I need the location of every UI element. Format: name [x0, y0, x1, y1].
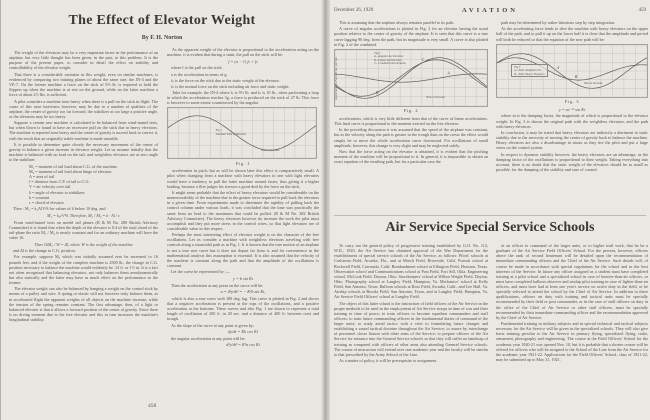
right-page-column-4	[496, 243, 648, 416]
equation-where: fₛ is the force on the stick due to the static weight of the elevator.	[171, 77, 280, 83]
equation-continuation: and Δl is the change in C.G. position.	[13, 248, 76, 254]
figure-2-legend-entry: C—Combined Acceleration	[374, 60, 406, 65]
publication-name: AVIATION	[462, 7, 518, 14]
left-page-number: 458	[148, 403, 157, 409]
article-divider-rule	[334, 215, 646, 216]
figure-3-caption: Fig. 3	[564, 99, 580, 105]
paragraph: In respect to dynamic stability however, the heavy elevators are an advantage, as the damping factor of the oscillations is proportional to their weight. Taking everything into account, there is no doubt that the static weight of the elevators should be as small as possible, for the damping of the stability and ease of control.	[496, 151, 648, 173]
definition: δ = angle of elevator to stabilizer.	[29, 189, 86, 195]
right-page-column-2	[496, 20, 648, 218]
paragraph: In the preceding discussion it was assumed that the speed of the airplane was constant, but as the velocity along the path is greater in the trough than on the crests the effect would simply be to move the whole acceleration curve downward. For oscillations of small amplitude, however, this change is very slight and may be neglected safely.	[334, 127, 488, 148]
equation: M₂ = k₂cV²δ. Therefore, M₁ / M₂ = k · Al / c	[46, 213, 120, 218]
article2-title: Air Service Special Service Schools	[385, 220, 595, 235]
equation: dy/dt = Kb cos Kt	[228, 329, 258, 335]
right-page-column-1	[334, 20, 488, 218]
definition: A = area of tail	[29, 174, 55, 180]
paragraph: The elevator weight can also be balanced by hanging a weight on the control stick by means of a pulley and wire. A spring or elastic will not however truly balance them, as in accelerated flight the apparent weights of all objects on the machine increase, while the tension of the spring remains constant. The first advantage, then, of a light or balanced elevator is that it allows a forward position of the center of gravity. Since there is no diving moment due to the free elevator and this in turn increases the machine's longitudinal stability.	[9, 286, 158, 323]
paragraph: For example, suppose M₂ which was initially assumed zero be increased to 16 pounds feet, and if the weight of the complete machine is 2500 lb., the change in C.G. position necessary to balance the machine would evidently be .12 ft. or 1½ in. It is a fact not often recognized that balancing elevators, not only balances them aerodynamically but also statically and the latter may have as much effect on the performance as the former.	[9, 254, 158, 285]
paragraph: To carry out the general policy of progressive training established by G.O. No. 112, W.D., 1920, the Air Service has obtained approval of the War Department for the establishment of special service schools of the Air Service, as follows: Pilots' schools at Carlstrom Field, Arcadia, Fla., and at March Field, Riverside, Calif. Pursuit school at Rockwell Field, Coronado, Calif. Bombardment school at Ellington Field, Houston, Texas. Observation school and Communications school at Post Field, Fort Sill, Okla. Engineering school, McCook Field, Dayton, Ohio. Storekeepers' school at Wilbur Wright Field, Dayton, Ohio. Photography school at Langley Field, Hampton, Va. Mechanics' school at Kelly Field, San Antonio, Texas. Balloon schools at Ross Field, Arcadia, Calif., and Lee Hall, Va. Airship schools at Brooks Field, San Antonio, Texas, and at Langley Field, Hampton, Va. Air Service Field Officers' school at Langley Field.	[334, 243, 488, 300]
svg-text:B: B	[575, 74, 578, 79]
paragraph: of an officer to command of the larger units, or to higher staff work, that he be a graduate of the Air Service Field Officers' School. For the present, however, officers above the rank of second lieutenant will be detailed upon the recommendation of immediate commanding officers and the Chief of the Air Service. Such details will, of course be made in accordance with special regulations for the school and in the best interests of the Service. In future any officer assigned as a student must have completed training at a pilot school and a specialized school in case of heavier-than-air officers, or must have completed balloon observer and airship pilot training in case of lighter-than-air officers, and must have had at least one year's service on active duty in the field, or be specially selected to attend the school by the Chief of Air Service. In addition to these qualifications, officers on duty with training and tactical units must be specially recommended by their field or post commander, or in the case of staff officers on duty in the office of the Chief of Air Service or other staff officers, must be specially recommended by their immediate commanding officer and the recommendation approved by the Chief of Air Service.	[496, 243, 648, 320]
figure-1-legend-title: Fig 1	[215, 128, 222, 133]
paragraph: Fundamental training in military subjects and in special technical and tactical subjects necessary for the Air Service will be given in the specialized schools. They will also give basic training peculiar to the Air Service in primary flying, specialized flying, radio, armament, photography and engineering. The course at the Field Officers' School for the academic year 1920-21 was opened Nov. 10, but it is probable that a shorter course will be offered for officers who will be assigned to the School of the Line from the Air Service for the academic year 1921-22. Applications for the Field Officers' School, class of 1921-22, may be submitted up to May 31, 1921.	[496, 321, 648, 362]
figure-2-legend-entry: A—Angular Acceleration	[374, 54, 404, 59]
figure-3	[496, 44, 648, 98]
paragraph: Suppose a certain new machine is calculated to be balanced from wind-tunnel tests, but when flown is found to have an excessive pull on the stick due to heavy elevators. The machine is reported nose heavy and the center of gravity is moved back to correct it, with the result that an originally stable machine is made unstable.	[9, 120, 158, 141]
paragraph: Perhaps the most interesting effect of elevator weight is on the character of the free oscillations. Let us consider a machine with weightless elevators traveling with free controls along a sinusoidal path as in Fig. 1. It is known that the true motion of an airplane is not a true sine curve but it does not depart far from it, and for convenience in the mathematical analysis this assumption is essential. It is also assumed that the velocity of the machine is constant along the path and that the amplitude of the oscillations is constant.	[167, 232, 319, 268]
left-page-edge	[0, 0, 1, 420]
figure-2	[334, 49, 488, 107]
left-page	[0, 0, 324, 420]
paragraph: Take for example, the JN-4 where fₛ is 9½ lb. and fₙ is 10 lb., when performing a loop in which the acceleration reaches 3g, a force is produced on the stick of 27 lb. This force is however to some extent counteracted by the angular	[167, 89, 319, 106]
paragraph: In conclusion, it may be stated that heavy elevators are indirectly a detriment to static stability due to the necessity of moving the center of gravity back to balance the machine. Heavy elevators are also a disadvantage in stunts as they tire the pilot and put a large stress on the control system.	[496, 129, 648, 151]
equation: y = b sin Kt	[233, 275, 253, 281]
paragraph: where m is the damping factor, the magnitude of which is proportional to the elevator weight. In Fig. 3 is shown the original path with the weightless elevators, and the path with heavy elevators.	[496, 113, 648, 129]
figure-1-legend	[216, 129, 246, 136]
paragraph: accelerations, which is very little different from that of the curve of linear accelerations. This final curve is proportional to the moment exerted on the free elevator.	[334, 115, 488, 127]
equation-where: fₙ is the normal force on the stick including air force and static weight.	[171, 83, 290, 89]
equation-intro: Then the acceleration at any point on the curve will be:	[171, 282, 264, 288]
right-page-number: 459	[638, 8, 646, 13]
equation: d²y/dt² = K²a cos Kt	[226, 342, 260, 348]
svg-text:C: C	[421, 57, 425, 62]
definition: M₁ = moment of tail load about C.G. of the machine.	[29, 163, 118, 169]
equation-intro: the angular acceleration at any point will be:	[171, 335, 246, 341]
paragraph: The object of this latter school is the instruction of field officers of the Air Service in the proper methods to be used in the employment of Air Service troops in time of war and their training in time of peace; to train officers to become squadron commanders and staff officers; to train future commanding officers in the fundamental duties of command of the larger units; to study aerial tactics with a view to formulating future changes and establishing a sound tactical doctrine throughout the Air Service; to assure by interchange of personnel closer liaison with other arms of the Service; to prepare officers of the Air Service for entrance into the General Service schools so that they will suffer no handicap of training as compared with officers of other arms also attending General Service schools. The course of instruction will extend over one academic year and the faculty will be similar to that prescribed by the Army School of the Line.	[334, 300, 488, 357]
issue-date: December 26, 1920	[334, 8, 374, 13]
paragraph: As the accelerating force tends to dive the machine with heavy elevators on the upper half of the path, and to pull it up on the lower half it is clear that the amplitude and period will both be reduced so that the equation of the new path will be:	[496, 26, 648, 42]
figure-3-legend-title: Fig 3	[514, 64, 521, 69]
paragraph: acceleration in pitch, but as will be shown later this effect is comparatively small. A pilot when changing from a machine with heavy elevators to one with light elevators would have a tendency to pull the latter machine around faster, thus giving it a higher loading, because a flier judges his stresses a good deal by the force on the stick.	[167, 168, 319, 189]
paragraph: It might seem probable that the effect of heavy elevators would be considerable on the maneuverability of the machine due to the greater force required to pull back the elevators in a given time. From experiments made to determine the rapidity of pulling back the control column under various loads, it was concluded that the time was practically the same from no load to the maximum that could be pulled. (R & M No. 282 British Advisory Committee). The heavy elevators however do increase the work the pilot must accomplish and they put more stress in the control wires, so that light elevators are of considerable value in this respect.	[167, 190, 319, 231]
figure-1	[167, 107, 319, 159]
figure-1-xlabel: Time in Seconds	[260, 147, 280, 152]
figure-2-legend	[374, 52, 406, 66]
equation-intro: Let the curve be represented by :—	[171, 269, 231, 275]
right-page-column-3	[334, 243, 488, 416]
left-page-column-1	[9, 50, 158, 404]
figure-1-caption: Fig. 1	[235, 160, 251, 166]
paragraph: which is also a sine curve with 180 deg. lag. This curve is plotted in Fig. 2 and shows that a negative acceleration is present at the tops of the oscillations, and a positive acceleration at the bottoms. These curves and also Fig. 1 are drawn to represent a total length of oscillation of 200 ft. in 20 sec. and a distance of 400 ft. between crest and trough.	[167, 295, 319, 322]
equation-intro: As the slope of the curve at any point is given by:	[171, 322, 255, 328]
equation: Then : M₁ = k₁AlV²δ for values of δ below 10 deg. and	[13, 206, 106, 212]
figure-3-xlabel: Time in Seconds	[583, 81, 603, 86]
paragraph: As the apparent weight of the elevator is proportional to the acceleration acting on the machine, it is evident that during a stunt, the pull on the stick will be:	[167, 47, 319, 58]
figure-2-ylabel: Acceleration in Feet per Sec. per Sec.	[334, 56, 338, 100]
article1-title: The Effect of Elevator Weight	[68, 13, 256, 28]
figure-3-legend	[511, 64, 547, 77]
figure-1-legend-entry: Standard Path of Machine	[215, 131, 247, 136]
paragraph: A curve of angular accelerations is plotted in Fig. 2 for an elevator having the usual position relative to the center of gravity of the airplane. It is seen that this curve is a sine curve lagging 90 deg. from the path, but its magnitude is very small. A curve is also plotted in Fig. 2 of the combined	[334, 26, 488, 47]
right-page	[330, 0, 650, 420]
definition: l = distance from C.P. of tail to C.G.	[29, 179, 90, 185]
paragraph: A pilot considers a machine nose heavy when there is a pull on the stick in flight. The cause of this nose heaviness however, may be due to a number of qualities of the airplane, the center of gravity too far forward, the stabilizer at too large a positive angle, or the elevators may be too heavy.	[9, 98, 158, 119]
equation: Then 16M₂ / W = Δl, where W is the weight of the machine	[34, 241, 133, 247]
figure-2-legend-entry: B—Linear Acceleration	[374, 57, 402, 62]
definition: k = constant	[29, 194, 50, 200]
symbol-definitions	[29, 164, 158, 205]
svg-text:B: B	[376, 90, 379, 95]
left-page-column-2	[167, 47, 319, 404]
equation-where: where f is the pull on the stick.	[171, 65, 223, 71]
figure-2-chart	[334, 49, 488, 107]
definition: c = chord of elevator	[29, 199, 64, 205]
figure-3-legend-entry: A—Path, Weightless El.	[514, 68, 542, 73]
svg-text:A: A	[557, 65, 560, 70]
article1-byline: By F. H. Norton	[141, 35, 183, 41]
figure-2-legend-title: Fig 2	[374, 50, 381, 55]
equation-where: a is the acceleration in terms of g.	[171, 71, 228, 77]
svg-text:A: A	[447, 71, 450, 76]
definition: M₂ = moment of tail load about hinge of elevator.	[29, 169, 113, 174]
equation: a = d²y/dt² = − K²b sin Kt,	[220, 289, 266, 295]
equation: f = (a − 1) fₛ + fₙ	[228, 58, 258, 64]
paragraph: That there is a considerable variation in this weight, even on similar machines, is evidenced by comparing two training planes of about the same size, the JN-4 and the VE-7. On the former machine a force on the stick of 9½ lb. is required to hold the flippers up when the machine is at rest on the ground, while on the latter machine a force of about 2½ lbs. is sufficient.	[9, 71, 158, 98]
paragraph: As a matter of policy, it will be prerequisite to assignment	[339, 358, 437, 364]
paragraph: The weight of the elevators may be a very important factor in the performance of an airplane, but very little thought has been given, in the past, to this problem. It is the purpose of the present paper, to consider in detail the effect on stability and controllability of the elevator weight.	[9, 50, 158, 71]
paragraph: It is possible to determine quite closely the necessary movement of the center of gravity to balance a given increase in elevator weight. Let us assume initially that the machine is balanced with no load on the tail, and weightless elevators are at zero angle to the stabilizer.	[9, 141, 158, 163]
figure-2-xlabel: Time in Seconds	[426, 95, 445, 100]
equation: y = ae⁻ᵐᵗ sin Kt	[558, 106, 586, 112]
paragraph: Now that the force acting on the elevator is obtained, it is evident that the pitching moment of the machine will be proportional to it. In general, it is impossible to obtain an exact equation of the resulting path, but for a particular case the	[334, 149, 488, 165]
figure-3-legend-entry: B—Path, Heavy Elevators	[514, 71, 545, 76]
paragraph: This is assuming that the airplane always remains parallel to its path.	[339, 20, 455, 25]
paragraph: path may be determined by rather laborious step by step integration.	[501, 20, 616, 25]
definition: V = air velocity over tail	[29, 184, 71, 190]
figure-2-caption: Fig. 2	[403, 108, 419, 114]
paragraph: From wind-tunnel tests on model tail planes (R & M No. 280 British Advisory Committee) it is found that when the depth of the elevator is 0.4 of the total chord of the tail-plane the ratio M₁ / M₂ is nearly constant and for an ordinary machine will have the value 16.	[9, 219, 158, 240]
